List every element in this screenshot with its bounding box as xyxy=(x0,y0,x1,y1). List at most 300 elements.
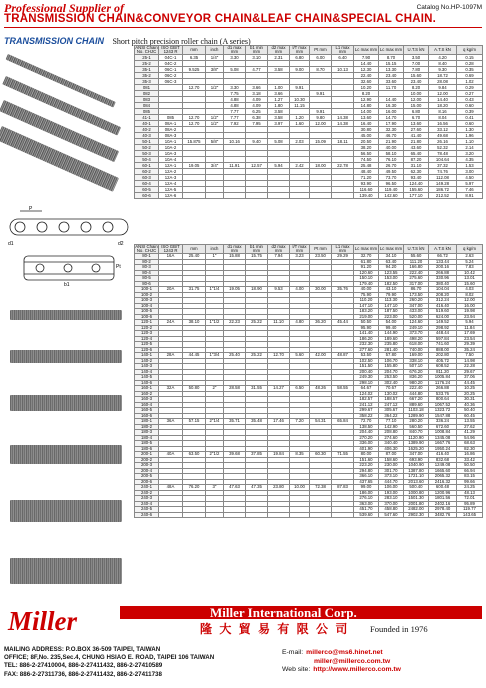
table-cell: 672.60 xyxy=(429,424,457,430)
table-cell: 116.60 xyxy=(354,187,379,193)
chain-number-cell: 35-2 xyxy=(135,73,159,79)
table-cell: 113.30 xyxy=(379,298,404,304)
chain-number-cell: 41-1 xyxy=(135,115,159,121)
table-cell: 102.50 xyxy=(354,358,379,364)
table-cell: 19.84 xyxy=(268,452,290,458)
chain-number-cell: 160-6 xyxy=(135,413,159,419)
table-cell: 406.30 xyxy=(379,446,404,452)
table-cell: 74.76 xyxy=(429,169,457,175)
table-cell: 458.80 xyxy=(379,507,404,513)
table-cell: 106.70 xyxy=(379,358,404,364)
table-cell: 65.40 xyxy=(404,151,429,157)
table-cell: 60.30 xyxy=(310,452,332,458)
table-cell: 70.67 xyxy=(379,386,404,392)
table-cell: 800.64 xyxy=(429,397,457,403)
table-cell: 37.32 xyxy=(429,163,457,169)
table-cell: 12A-5 xyxy=(159,187,183,193)
table-cell: 23.94 xyxy=(457,314,483,320)
table-cell: 7.75 xyxy=(224,91,246,97)
table-cell: 15.75 xyxy=(246,254,268,260)
table-cell: 347.00 xyxy=(404,452,429,458)
table-cell: 32.70 xyxy=(354,254,379,260)
table-cell: 204.40 xyxy=(354,430,379,436)
section-title: TRANSMISSION CHAIN xyxy=(4,36,105,46)
table-cell: 3.18 xyxy=(246,91,268,97)
table-cell: 4.20 xyxy=(429,55,457,61)
table-cell: 416.40 xyxy=(429,303,457,309)
table-cell: 5.60 xyxy=(290,353,310,359)
table-cell: 06C-1 xyxy=(159,67,183,73)
chain-number-cell: 140-1 xyxy=(135,353,159,359)
chain-number-cell: 120-1 xyxy=(135,320,159,326)
table-cell: 1120.90 xyxy=(404,435,429,441)
table-cell: 8.02 xyxy=(457,292,483,298)
table-cell: 1200.96 xyxy=(429,490,457,496)
table-cell: 17.69 xyxy=(457,331,483,337)
table-cell: 22.40 xyxy=(354,73,379,79)
table-cell: 1000.80 xyxy=(404,490,429,496)
telephone: TEL: 886-2-27410004, 886-2-27411432, 886-2-27410589 xyxy=(4,662,163,670)
chain-number-cell: 180-1 xyxy=(135,419,159,425)
table-cell xyxy=(290,193,310,199)
table-cell: 40.36 xyxy=(457,402,483,408)
chain-number-cell: 80-2 xyxy=(135,259,159,265)
table-cell: 124.02 xyxy=(354,391,379,397)
table-cell: 08A-1 xyxy=(159,121,183,127)
table-cell: 52.32 xyxy=(429,145,457,151)
table-cell: 30.80 xyxy=(354,127,379,133)
table-cell: 8.91 xyxy=(457,193,483,199)
table-cell: 8.16 xyxy=(429,109,457,115)
chain-number-cell: 240-2 xyxy=(135,490,159,496)
chain-number-cell: 160-1 xyxy=(135,386,159,392)
table-cell: 25.40 xyxy=(183,254,206,260)
col-q: q kg/m xyxy=(457,46,483,55)
table-cell: 0.41 xyxy=(457,115,483,121)
table-cell: 249.10 xyxy=(404,325,429,331)
table-cell: 25.22 xyxy=(246,353,268,359)
table-cell: 298.92 xyxy=(429,325,457,331)
table-cell: 5.94 xyxy=(457,320,483,326)
table-cell: 29.67 xyxy=(457,369,483,375)
table-cell: 73.70 xyxy=(379,175,404,181)
contact-block xyxy=(282,649,401,675)
table-cell: 11.84 xyxy=(457,325,483,331)
table-cell: 14.27 xyxy=(268,386,290,392)
table-cell: 169.00 xyxy=(404,353,429,359)
table-cell: 166.80 xyxy=(404,265,429,271)
table-cell: 223.00 xyxy=(379,314,404,320)
table-cell: 373.70 xyxy=(404,331,429,337)
table-cell: 12.57 xyxy=(246,163,268,169)
table-header xyxy=(135,245,483,254)
table-cell: 741.60 xyxy=(429,342,457,348)
table-cell: 14.80 xyxy=(354,103,379,109)
table-cell: 150.10 xyxy=(354,276,379,282)
table-cell: 4.80 xyxy=(290,320,310,326)
table-cell: 56.50 xyxy=(354,151,379,157)
chain-number-cell: 082 xyxy=(135,91,159,97)
table-cell: 4.50 xyxy=(457,175,483,181)
table-cell: 260.20 xyxy=(404,298,429,304)
table-cell: 16.00 xyxy=(457,303,483,309)
table-cell: 4.00 xyxy=(290,287,310,293)
table-cell: 1.00 xyxy=(268,85,290,91)
table-header xyxy=(135,46,483,55)
table-cell: 141.40 xyxy=(354,331,379,337)
section-subtitle: Short pitch precision roller chain (A series) xyxy=(112,37,251,46)
table-cell: 57.80 xyxy=(379,353,404,359)
table-cell: 1040.90 xyxy=(404,463,429,469)
chain-number-cell: 100-5 xyxy=(135,309,159,315)
table-cell: 1176.24 xyxy=(429,380,457,386)
table-cell: 48.40 xyxy=(354,169,379,175)
table-cell: 9.53 xyxy=(268,287,290,293)
table-cell: 40A xyxy=(159,452,183,458)
chain-number-cell: 180-5 xyxy=(135,441,159,447)
table-cell xyxy=(159,512,183,518)
table-cell: 202.80 xyxy=(429,353,457,359)
table-cell: 444.80 xyxy=(404,391,429,397)
table-cell: 182.57 xyxy=(354,397,379,403)
table-cell: 38.10 xyxy=(183,320,206,326)
table-cell: 0.28 xyxy=(457,61,483,67)
table-cell: 82.30 xyxy=(457,446,483,452)
table-cell: 37.06 xyxy=(457,375,483,381)
table-cell: 1/2" xyxy=(206,85,224,91)
table-cell: 0.39 xyxy=(457,109,483,115)
table-cell: 47.35 xyxy=(246,485,268,491)
table-cell: 139.40 xyxy=(354,193,379,199)
table-cell: 10A-3 xyxy=(159,151,183,157)
table-cell xyxy=(310,512,332,518)
table-cell xyxy=(206,512,224,518)
table-cell: 294.80 xyxy=(354,468,379,474)
table-cell: 7.92 xyxy=(224,121,246,127)
table-cell: 200.40 xyxy=(354,369,379,375)
table-cell: 18.00 xyxy=(310,163,332,169)
col-pitch-inch: inch xyxy=(206,46,224,55)
table-cell: 76.20 xyxy=(183,485,206,491)
table-cell: 72.01 xyxy=(457,496,483,502)
table-cell: 19.98 xyxy=(457,309,483,315)
table-cell: 298.10 xyxy=(354,380,379,386)
table-cell: 1387.80 xyxy=(404,468,429,474)
table-cell: 130.02 xyxy=(379,391,404,397)
table-cell: 247.12 xyxy=(379,402,404,408)
table-cell: 9.30 xyxy=(429,67,457,73)
table-cell: 7.46 xyxy=(457,187,483,193)
table-cell: 72.70 xyxy=(354,419,379,425)
table-cell: 143.65 xyxy=(457,512,483,518)
table-body xyxy=(135,254,483,518)
table-cell: 24.25 xyxy=(457,485,483,491)
table-cell: 336.00 xyxy=(354,441,379,447)
table-cell: 6.35 xyxy=(183,55,206,61)
table-cell: 10.20 xyxy=(354,85,379,91)
table-cell xyxy=(310,193,332,199)
table-cell: 740.00 xyxy=(404,347,429,353)
table-cell: 363.00 xyxy=(354,501,379,507)
table-cell: 8.70 xyxy=(310,67,332,73)
table-cell: 235.80 xyxy=(379,342,404,348)
table-cell: 7.95 xyxy=(246,121,268,127)
table-cell: 608.52 xyxy=(429,364,457,370)
table-cell: 811.20 xyxy=(429,369,457,375)
table-cell: 32.30 xyxy=(379,127,404,133)
table-cell: 2.42 xyxy=(290,163,310,169)
table-cell: 14.40 xyxy=(379,97,404,103)
chain-number-cell: 160-2 xyxy=(135,391,159,397)
table-cell: 249.30 xyxy=(354,375,379,381)
table-cell: 28A xyxy=(159,353,183,359)
table-cell: 840.70 xyxy=(404,430,429,436)
table-cell: 1067.52 xyxy=(429,402,457,408)
table-cell: 106.00 xyxy=(379,485,404,491)
table-cell: 222.40 xyxy=(404,270,429,276)
table-cell: 338.10 xyxy=(404,358,429,364)
email-link-2[interactable]: miller@millerco.com.tw xyxy=(314,657,391,665)
table-cell: 280.20 xyxy=(404,419,429,425)
table-cell: 401.90 xyxy=(354,446,379,452)
table-cell: 58.10 xyxy=(379,151,404,157)
table-cell: 2.31 xyxy=(268,55,290,61)
table-cell: 2.03 xyxy=(290,139,310,145)
table-cell: 14.38 xyxy=(332,115,354,121)
table-cell: 58.55 xyxy=(332,386,354,392)
table-cell: 57.15 xyxy=(183,419,206,425)
table-cell xyxy=(224,512,246,518)
table-cell: 10.13 xyxy=(332,67,354,73)
table-cell: 275.60 xyxy=(404,276,429,282)
table-cell: 149.28 xyxy=(429,181,457,187)
table-cell: 1"1/2 xyxy=(206,320,224,326)
table-cell: 4.77 xyxy=(246,67,268,73)
col-d1: d1 max mm xyxy=(224,245,246,254)
table-cell: 45.00 xyxy=(354,133,379,139)
table-cell: 155.80 xyxy=(379,364,404,370)
table-cell: 35.48 xyxy=(246,419,268,425)
table-cell: 10A-4 xyxy=(159,157,183,163)
table-cell: 2065.32 xyxy=(429,474,457,480)
chain-number-cell: 50-3 xyxy=(135,151,159,157)
table-cell: 9.91 xyxy=(310,91,332,97)
chain-number-cell: 200-5 xyxy=(135,474,159,480)
table-cell: 188.57 xyxy=(379,397,404,403)
table-cell: 9.84 xyxy=(429,85,457,91)
table-cell: 0.15 xyxy=(457,55,483,61)
table-cell: 836.20 xyxy=(404,375,429,381)
table-cell: 10.42 xyxy=(457,270,483,276)
table-cell: 04C-1 xyxy=(159,55,183,61)
table-cell: 219.00 xyxy=(354,314,379,320)
table-cell: 6.80 xyxy=(404,109,429,115)
table-cell: 63.40 xyxy=(379,259,404,265)
chain-image-row-2 xyxy=(10,350,122,363)
table-cell: 87.20 xyxy=(404,157,429,163)
chain-diagram-side xyxy=(6,205,132,247)
table-cell: 62.30 xyxy=(404,169,429,175)
table-cell: 12.70 xyxy=(183,85,206,91)
table-cell: 3.23 xyxy=(290,254,310,260)
chain-number-cell: 50-2 xyxy=(135,145,159,151)
table-cell: 3.58 xyxy=(268,109,290,115)
table-cell: 5/8" xyxy=(206,139,224,145)
table-cell: 182.50 xyxy=(379,281,404,287)
table-cell: 281.40 xyxy=(379,347,404,353)
table-cell xyxy=(332,512,354,518)
table-cell: 6.50 xyxy=(290,386,310,392)
table-cell: 0.60 xyxy=(457,103,483,109)
col-l2: Lc max mm xyxy=(379,46,404,55)
table-cell: 20.25 xyxy=(457,391,483,397)
table-cell: 6.80 xyxy=(290,55,310,61)
col-pitch-mm: mm xyxy=(183,245,206,254)
table-cell: 27.62 xyxy=(457,424,483,430)
chain-number-cell: 120-4 xyxy=(135,336,159,342)
col-ansi: ANSI Chain No. CHJC xyxy=(135,244,158,254)
table-cell: 55.60 xyxy=(404,254,429,260)
table-cell: 14.98 xyxy=(457,358,483,364)
chain-number-cell: 240-5 xyxy=(135,507,159,513)
table-cell: 48.13 xyxy=(457,490,483,496)
chain-number-cell: 80-3 xyxy=(135,265,159,271)
chain-number-cell: 200-2 xyxy=(135,457,159,463)
table-cell: 41.40 xyxy=(404,133,429,139)
email-link-1[interactable]: millerco@ms6.hinet.net xyxy=(306,649,383,656)
table-cell: 230.00 xyxy=(379,463,404,469)
chain-number-cell: 25-2 xyxy=(135,61,159,67)
table-cell: 66.94 xyxy=(457,468,483,474)
table-cell: 54.31 xyxy=(310,419,332,425)
chain-number-cell: 40-1 xyxy=(135,121,159,127)
table-cell: 6.70 xyxy=(404,115,429,121)
table-cell: 12.70 xyxy=(183,121,206,127)
col-q: q kg/m xyxy=(457,245,483,254)
table-cell: 1/2" xyxy=(206,121,224,127)
table-cell: 0.60 xyxy=(457,121,483,127)
table-cell: 2001.80 xyxy=(404,501,429,507)
table-cell: 8.35 xyxy=(290,452,310,458)
table-cell: 539.60 xyxy=(354,512,379,518)
table-cell: 1.60 xyxy=(290,121,310,127)
chain-number-cell: 120-2 xyxy=(135,325,159,331)
table-cell: 1323.72 xyxy=(429,408,457,414)
table-cell: 085 xyxy=(159,115,183,121)
table-cell: 28.58 xyxy=(224,386,246,392)
table-cell: 142.90 xyxy=(379,424,404,430)
table-cell: 27.60 xyxy=(404,127,429,133)
website-link[interactable]: http://www.millerco.com.tw xyxy=(313,666,401,674)
pitch-label: P xyxy=(29,206,33,212)
table-cell: 498.20 xyxy=(404,336,429,342)
chain-number-cell: 25-1 xyxy=(135,55,159,61)
table-cell: 13.60 xyxy=(404,121,429,127)
table-cell: 1625.20 xyxy=(404,446,429,452)
chain-number-cell: 80-6 xyxy=(135,281,159,287)
table-cell: 2416.32 xyxy=(429,479,457,485)
table-cell: 18.11 xyxy=(332,139,354,145)
chain-number-cell: 140-6 xyxy=(135,380,159,386)
table-cell: 36.20 xyxy=(310,320,332,326)
table-cell: 3.66 xyxy=(268,91,290,97)
table-cell: 12.00 xyxy=(457,298,483,304)
table-cell: 29.39 xyxy=(457,342,483,348)
table-cell: 39.68 xyxy=(224,452,246,458)
table-cell: 91.20 xyxy=(354,265,379,271)
footer xyxy=(0,604,486,688)
table-cell: 53.50 xyxy=(354,353,379,359)
chain-number-cell: 35-1 xyxy=(135,67,159,73)
table-cell: 63.50 xyxy=(183,452,206,458)
chain-number-cell: 100-3 xyxy=(135,298,159,304)
table-cell: 179.40 xyxy=(354,281,379,287)
chain-image-row-5 xyxy=(10,500,122,522)
chain-number-cell: 60-2 xyxy=(135,169,159,175)
table-cell: 94.20 xyxy=(379,265,404,271)
col-l1: L1 max mm xyxy=(332,46,354,55)
table-cell: 299.67 xyxy=(354,408,379,414)
table-cell: 305.67 xyxy=(379,408,404,414)
table-cell: 8.20 xyxy=(354,91,379,97)
table-cell: 54.96 xyxy=(457,435,483,441)
table-cell: 7.20 xyxy=(290,419,310,425)
table-cell: 3.97 xyxy=(268,121,290,127)
table-cell: 80.00 xyxy=(354,452,379,458)
table-cell: 10.00 xyxy=(290,485,310,491)
table-cell: 18.90 xyxy=(246,287,268,293)
table-cell: 14.70 xyxy=(379,115,404,121)
table-cell: 4.35 xyxy=(457,157,483,163)
chain-number-cell: 140-5 xyxy=(135,375,159,381)
table-cell: 0.69 xyxy=(457,73,483,79)
table-cell: 200.16 xyxy=(429,265,457,271)
table-cell: 7.94 xyxy=(268,254,290,260)
table-cell: 832.68 xyxy=(429,457,457,463)
table-cell: 1249.08 xyxy=(429,463,457,469)
table-cell: 11.91 xyxy=(224,163,246,169)
table-cell: 16.30 xyxy=(379,103,404,109)
table-cell: 99.00 xyxy=(354,485,379,491)
table-cell: 519.60 xyxy=(429,309,457,315)
table-cell: 104.04 xyxy=(429,287,457,293)
table-cell xyxy=(246,193,268,199)
col-lt: l/T max mm xyxy=(290,46,310,55)
table-cell: 22.23 xyxy=(224,320,246,326)
table-cell: 86.70 xyxy=(404,287,429,293)
table-cell: 31.55 xyxy=(246,386,268,392)
table-cell: 241.12 xyxy=(354,402,379,408)
table-cell: 26.16 xyxy=(429,139,457,145)
table-cell: 95.90 xyxy=(354,325,379,331)
table-cell: 47.63 xyxy=(224,485,246,491)
table-cell: 618.00 xyxy=(404,342,429,348)
table-cell: 330.96 xyxy=(429,276,457,282)
col-iso: ISO GB/T 1243 R xyxy=(159,46,183,55)
table-cell: 1.20 xyxy=(290,115,310,121)
table-cell: 8.04 xyxy=(429,115,457,121)
table-cell: 274.60 xyxy=(379,435,404,441)
table-cell: 23.40 xyxy=(379,73,404,79)
table-cell: 283.10 xyxy=(379,496,404,502)
table-cell: 1.30 xyxy=(457,127,483,133)
table-cell: 1.02 xyxy=(457,79,483,85)
table-cell: 99.66 xyxy=(457,479,483,485)
table-cell: 18.20 xyxy=(429,103,457,109)
table-cell: 10A-2 xyxy=(159,145,183,151)
chain-number-cell: 200-3 xyxy=(135,463,159,469)
chain-number-cell: 50-1 xyxy=(135,139,159,145)
